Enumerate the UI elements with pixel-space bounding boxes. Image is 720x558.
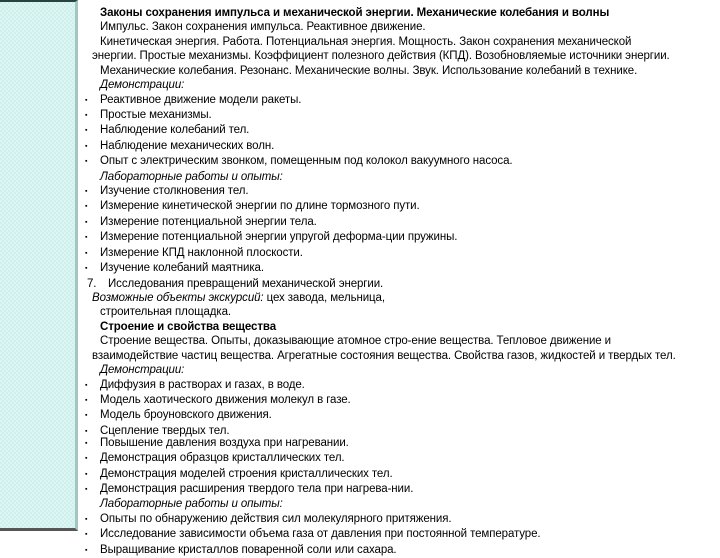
item-number: 7. — [87, 277, 97, 290]
list-item-text: Диффузия в растворах и газах, в воде. — [100, 378, 305, 391]
list-item-text: Наблюдение колебаний тел. — [100, 124, 250, 137]
bullet-icon: ▪ — [85, 249, 88, 257]
italic-subheading: Демонстрации: — [100, 364, 185, 377]
bullet-icon: ▪ — [85, 188, 88, 196]
list-item — [0, 215, 718, 230]
list-item — [0, 230, 718, 245]
list-item — [0, 378, 718, 393]
list-item — [0, 139, 718, 154]
bullet-icon: ▪ — [85, 427, 88, 435]
bullet-icon: ▪ — [85, 203, 88, 211]
bullet-icon: ▪ — [85, 396, 88, 404]
list-item-text: Демонстрация расширения твердого тела при нагрева-нии. — [100, 483, 414, 495]
list-item-text: Измерение КПД наклонной плоскости. — [100, 246, 303, 259]
text-line: Строение вещества. Опыты, доказывающие атомное стро-ение вещества. Тепловое движение и — [100, 335, 611, 348]
bullet-icon: ▪ — [85, 234, 88, 242]
list-item — [0, 467, 718, 482]
list-item — [0, 482, 718, 497]
bullet-icon: ▪ — [85, 486, 88, 493]
excursions-line — [0, 291, 718, 305]
italic-subheading: Лабораторные работы и опыты: — [100, 498, 283, 511]
list-item-text: Измерение потенциальной энергии упругой деформа-ции пружины. — [100, 231, 458, 244]
numbered-item — [0, 277, 718, 291]
bullet-icon: ▪ — [85, 546, 88, 554]
list-item — [0, 436, 718, 451]
text-line: Импульс. Закон сохранения импульса. Реактивное движение. — [100, 21, 426, 34]
list-item-text: Простые механизмы. — [100, 108, 212, 121]
list-item — [0, 543, 718, 558]
bullet-icon: ▪ — [85, 218, 88, 226]
list-item — [0, 123, 718, 138]
text-line: Кинетическая энергия. Работа. Потенциальная энергия. Мощность. Закон сохранения механической — [100, 35, 632, 48]
numbered-item-text: Исследования превращений механической энергии. — [108, 277, 384, 290]
list-item-text: Повышение давления воздуха при нагревании. — [100, 436, 349, 449]
bullet-icon: ▪ — [85, 412, 88, 420]
list-item — [0, 451, 718, 466]
list-item-text: Опыты по обнаружению действия сил молекулярного притяжения. — [100, 512, 452, 525]
list-item — [0, 408, 718, 423]
section-title: Строение и свойства вещества — [100, 320, 277, 333]
list-item — [0, 246, 718, 261]
list-item-text: Реактивное движение модели ракеты. — [100, 93, 302, 106]
list-item-text: Демонстрация образцов кристаллических тел. — [100, 452, 345, 465]
bullet-icon: ▪ — [85, 515, 88, 523]
list-item — [0, 527, 718, 542]
text-line: энергии. Простые механизмы. Коэффициент полезного действия (КПД). Возобновляемые источники энергии. — [92, 50, 670, 63]
list-item-text: Изучение столкновения тел. — [100, 185, 249, 198]
bullet-icon: ▪ — [85, 127, 88, 135]
list-item-text: Изучение колебаний маятника. — [100, 262, 264, 275]
section-title: Законы сохранения импульса и механической энергии. Механические колебания и волны — [100, 7, 610, 19]
list-item — [0, 184, 718, 199]
bullet-icon: ▪ — [85, 111, 88, 119]
bullet-icon: ▪ — [85, 470, 88, 478]
list-item-text: Измерение кинетической энергии по длине тормозного пути. — [100, 200, 420, 213]
document-text-block — [0, 6, 718, 558]
bullet-icon: ▪ — [85, 439, 88, 447]
list-item — [0, 154, 718, 169]
list-item-text: Сцепление твердых тел. — [100, 424, 230, 437]
list-item-text: Выращивание кристаллов поваренной соли или сахара. — [100, 543, 397, 556]
bullet-icon: ▪ — [85, 96, 88, 104]
list-item — [0, 108, 718, 123]
text-line: взаимодействие частиц вещества. Агрегатные состояния вещества. Свойства газов, жидкостей и твердых тел. — [92, 349, 676, 362]
list-item-text: Исследование зависимости объема газа от давления при постоянной температуре. — [100, 528, 541, 541]
list-item-text: Демонстрация моделей строения кристаллических тел. — [100, 467, 393, 480]
bullet-icon: ▪ — [85, 142, 88, 150]
list-item — [0, 512, 718, 527]
bullet-icon: ▪ — [85, 531, 88, 539]
italic-subheading: Лабораторные работы и опыты: — [100, 170, 283, 183]
bullet-icon: ▪ — [85, 455, 88, 463]
bullet-icon: ▪ — [85, 381, 88, 389]
list-item-text: Измерение потенциальной энергии тела. — [100, 215, 317, 228]
italic-subheading: Демонстрации: — [100, 79, 185, 92]
excursions-label: Возможные объекты экскурсий: — [92, 292, 264, 305]
excursions-text: цех завода, мельница, — [263, 292, 385, 305]
list-item-text: Модель броуновского движения. — [100, 409, 272, 422]
list-item — [0, 261, 718, 276]
list-item — [0, 393, 718, 408]
list-item-text: Опыт с электрическим звонком, помещенным под колокол вакуумного насоса. — [100, 155, 513, 168]
list-item — [0, 93, 718, 108]
list-item-text: Наблюдение механических волн. — [100, 139, 275, 152]
list-item — [0, 199, 718, 214]
list-item-text: Модель хаотического движения молекул в газе. — [100, 393, 351, 406]
text-line: строительная площадка. — [100, 306, 231, 319]
bullet-icon: ▪ — [85, 158, 88, 166]
bullet-icon: ▪ — [85, 265, 88, 273]
text-line: Механические колебания. Резонанс. Механические волны. Звук. Использование колебаний в технике. — [100, 64, 638, 77]
